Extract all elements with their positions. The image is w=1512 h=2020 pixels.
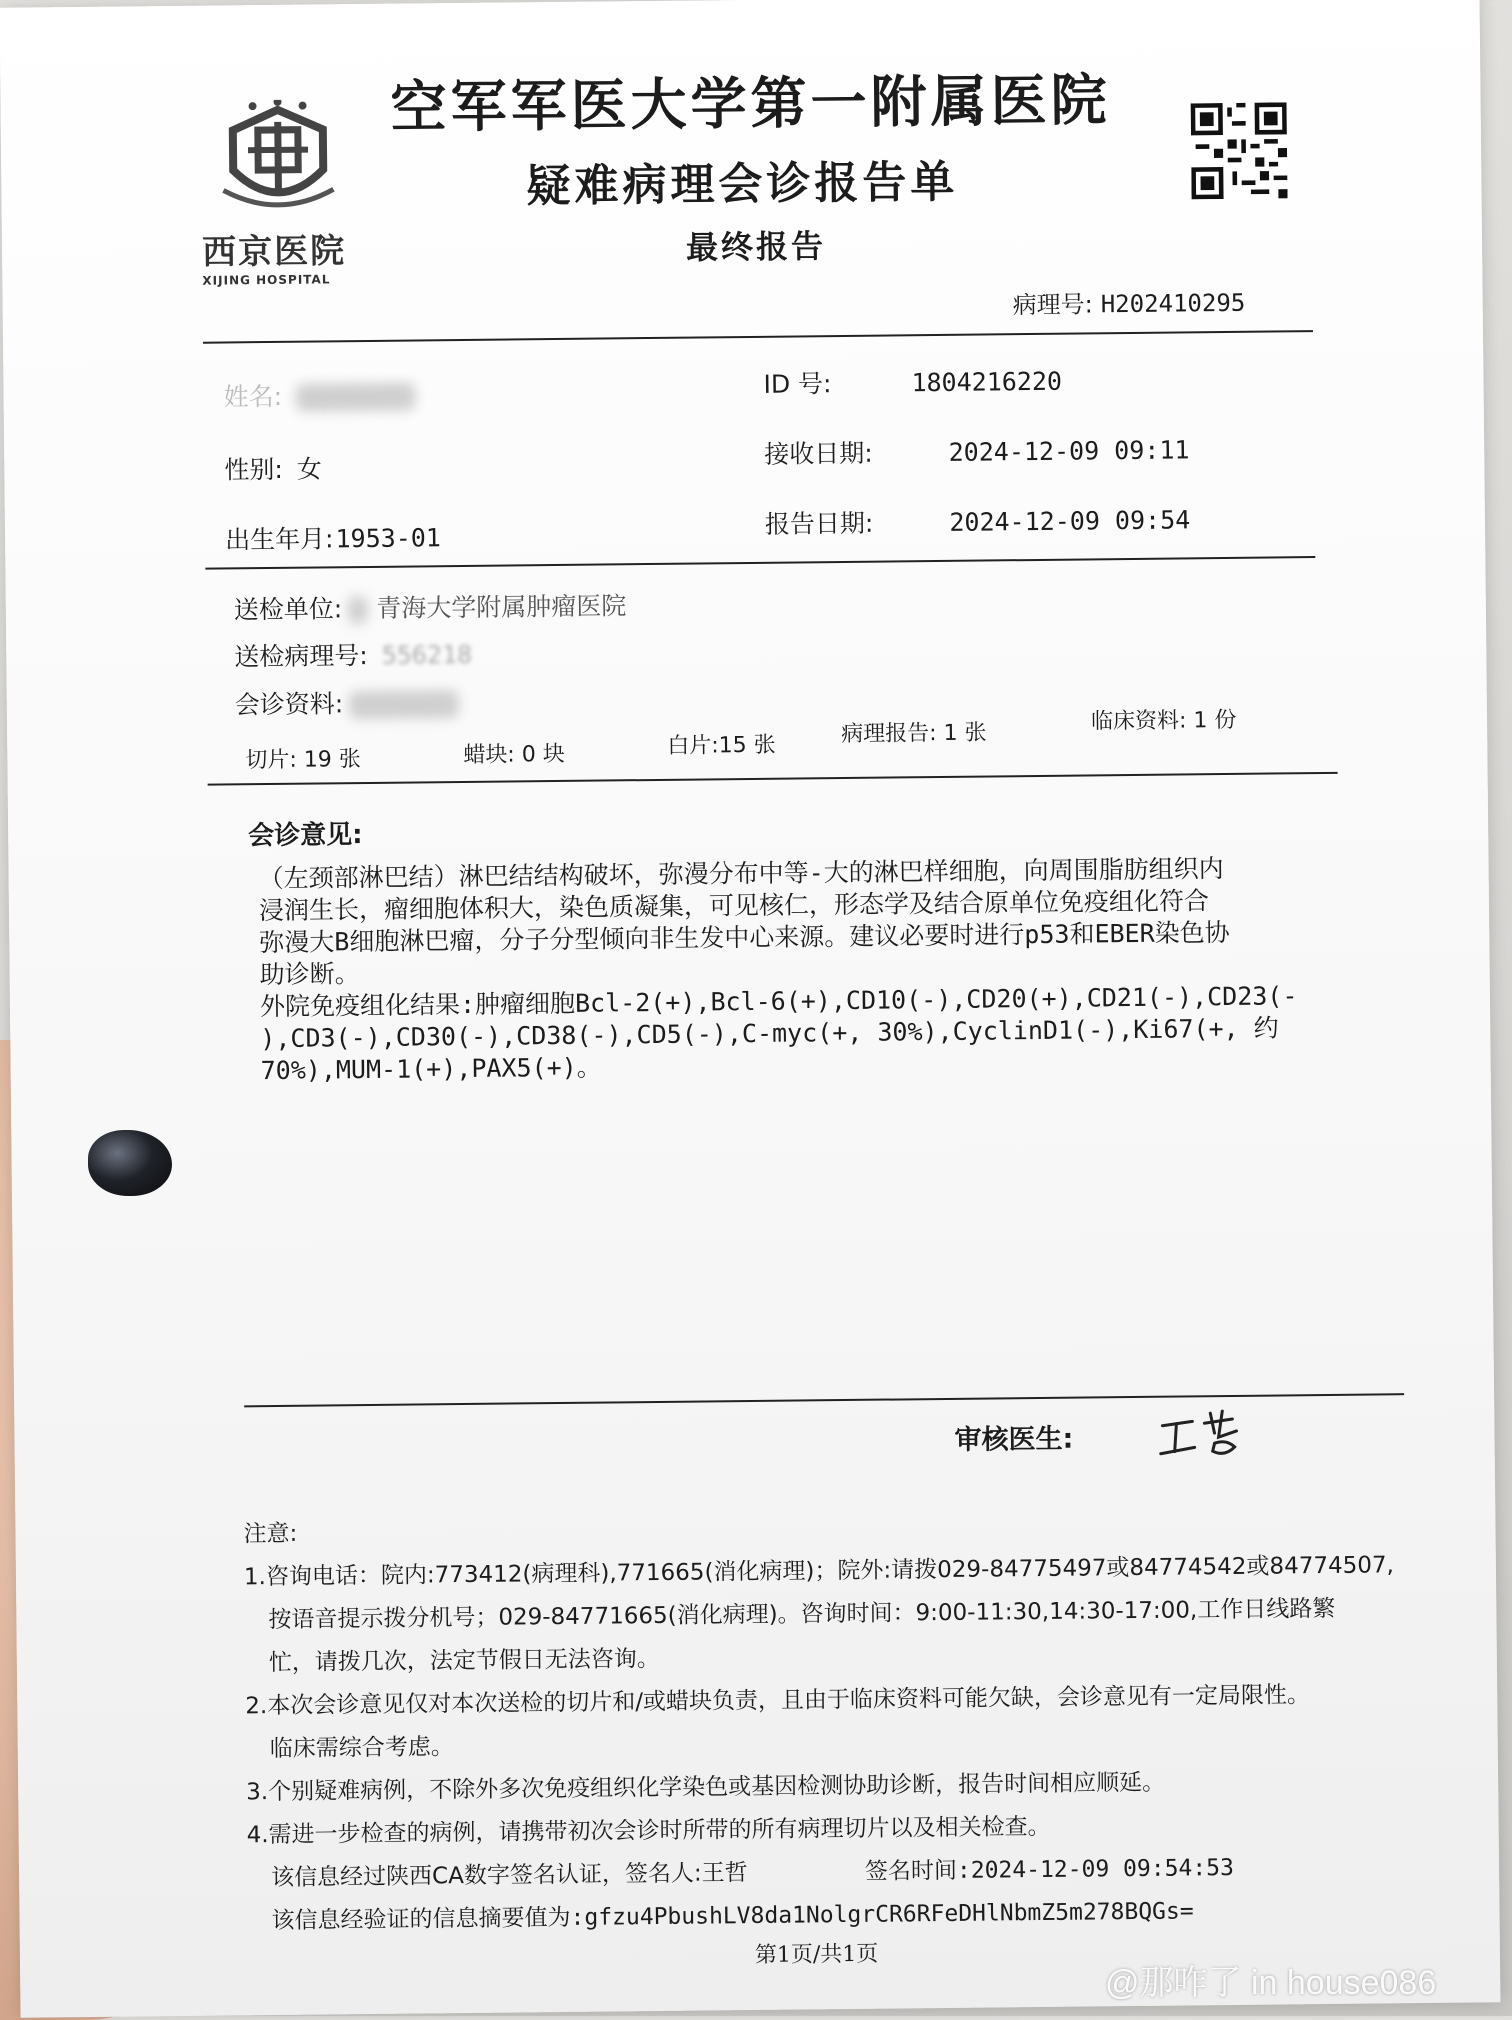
digest-line: 该信息经验证的信息摘要值为:gfzu4PbushLV8da1NolgrCR6RFeDHlNbmZ5m278BQGs= [271, 1898, 1194, 1935]
notes-line: 临床需综合考虑。 [269, 1734, 454, 1763]
report-date-label: 报告日期: [764, 508, 874, 539]
report-date-value: 2024-12-09 09:54 [949, 505, 1191, 537]
report-status: 最终报告 [685, 227, 827, 267]
ca-signature-text: 该信息经过陕西CA数字签名认证，签名人:王哲 [270, 1860, 748, 1892]
report-type: 疑难病理会诊报告单 [526, 156, 959, 213]
watermark-text: @那咋了 in house086 [1105, 1964, 1437, 2002]
opinion-line: 浸润生长，瘤细胞体积大，染色质凝集，可见核仁，形态学及结合原单位免疫组化符合 [258, 886, 1210, 926]
birth-date [225, 518, 441, 556]
patient-divider [205, 556, 1315, 570]
qr-code-icon[interactable] [1191, 102, 1288, 199]
redacted-material [349, 690, 459, 719]
submitted-path-number [234, 635, 472, 673]
patient-name [223, 375, 416, 413]
opinion-line: 弥漫大B细胞淋巴瘤，分子分型倾向非生发中心来源。建议必要时进行p53和EBER染色协 [259, 917, 1230, 958]
patient-id-value: 1804216220 [911, 366, 1063, 398]
notes-line: 1.咨询电话：院内:773412(病理科),771665(消化病理)；院外:请拨029-84775497或84774542或84774507, [243, 1552, 1395, 1591]
sign-time: 签名时间:2024-12-09 09:54:53 [864, 1854, 1235, 1885]
notes-line: 忙，请拨几次，法定节假日无法咨询。 [268, 1645, 660, 1677]
birth-date-value: 1953-01 [335, 523, 442, 554]
page-number: 第1页/共1页 [754, 1941, 879, 1968]
notes-line: 3.个别疑难病例，不除外多次免疫组织化学染色或基因检测协助诊断，报告时间相应顺延。 [246, 1769, 1166, 1806]
submission-divider [208, 772, 1338, 786]
opinion-line: （左颈部淋巴结）淋巴结结构破坏，弥漫分布中等-大的淋巴样细胞，向周围脂肪组织内 [258, 854, 1224, 894]
submitting-unit [234, 586, 627, 626]
patient-name-label: 姓名: [223, 381, 283, 412]
notes-line: 2.本次会诊意见仅对本次送检的切片和/或蜡块负责，且由于临床资料可能欠缺，会诊意见有一定局限性。 [245, 1682, 1311, 1720]
redacted-name [296, 382, 416, 411]
pathology-number-label: 病理号: [1012, 290, 1093, 320]
opinion-line: 外院免疫组化结果:肿瘤细胞Bcl-2(+),Bcl-6(+),CD10(-),CD20(+),CD21(-),CD23(- [259, 981, 1298, 1022]
gender-value: 女 [296, 454, 322, 484]
gender-label: 性别: [224, 454, 283, 485]
birth-date-label: 出生年月: [224, 524, 334, 555]
slices-count: 切片: 19 张 [245, 747, 361, 774]
submitted-path-number-value: 556218 [381, 639, 473, 670]
hospital-emblem-icon [212, 99, 343, 220]
blank-slide-count: 白片:15 张 [667, 732, 776, 759]
patient-id-label: ID 号: [763, 369, 832, 399]
reviewer-label: 审核医生: [954, 1423, 1074, 1456]
received-date-value: 2024-12-09 09:11 [948, 435, 1190, 467]
report-date [765, 500, 1191, 540]
fingernail [88, 1130, 172, 1196]
redacted-mark [348, 596, 368, 624]
hospital-logo [201, 99, 363, 291]
notes-line: 4.需进一步检查的病例，请携带初次会诊时所带的所有病理切片以及相关检查。 [246, 1813, 1051, 1849]
handwritten-signature [1154, 1403, 1265, 1464]
consult-material [235, 683, 460, 721]
pathology-number [1012, 283, 1245, 320]
opinion-heading: 会诊意见: [248, 820, 363, 852]
patient-id [763, 362, 1062, 401]
logo-cn-text: 西京医院 [201, 232, 347, 272]
opinion-line: ),CD3(-),CD30(-),CD38(-),CD5(-),C-myc(+, 30%),CyclinD1(-),Ki67(+, 约 [260, 1013, 1279, 1054]
submitting-unit-label: 送检单位: [233, 594, 343, 625]
received-date [764, 430, 1190, 470]
received-date-label: 接收日期: [764, 438, 873, 469]
notes-heading: 注意: [243, 1520, 298, 1548]
submitting-unit-value: 青海大学附属肿瘤医院 [376, 591, 627, 623]
header-divider [203, 330, 1313, 344]
clinical-data-count: 临床资料: 1 份 [1090, 707, 1237, 735]
submitted-path-number-label: 送检病理号: [234, 640, 368, 672]
pathology-number-value: H202410295 [1100, 288, 1246, 319]
opinion-text [258, 852, 1350, 1087]
opinion-line: 助诊断。 [259, 959, 360, 990]
wax-count: 蜡块: 0 块 [463, 741, 565, 768]
path-report-count: 病理报告: 1 张 [841, 720, 987, 748]
opinion-line: 70%),MUM-1(+),PAX5(+)。 [260, 1052, 602, 1086]
consult-material-label: 会诊资料: [234, 689, 344, 720]
hospital-name: 空军军医大学第一附属医院 [390, 67, 1111, 141]
patient-gender [224, 449, 322, 486]
notes-line: 按语音提示拨分机号；029-84771665(消化病理)。咨询时间：9:00-11:30,14:30-17:00,工作日线路繁 [268, 1595, 1336, 1634]
notes-section [243, 1501, 1437, 1943]
logo-en-text: XIJING HOSPITAL [202, 272, 331, 288]
